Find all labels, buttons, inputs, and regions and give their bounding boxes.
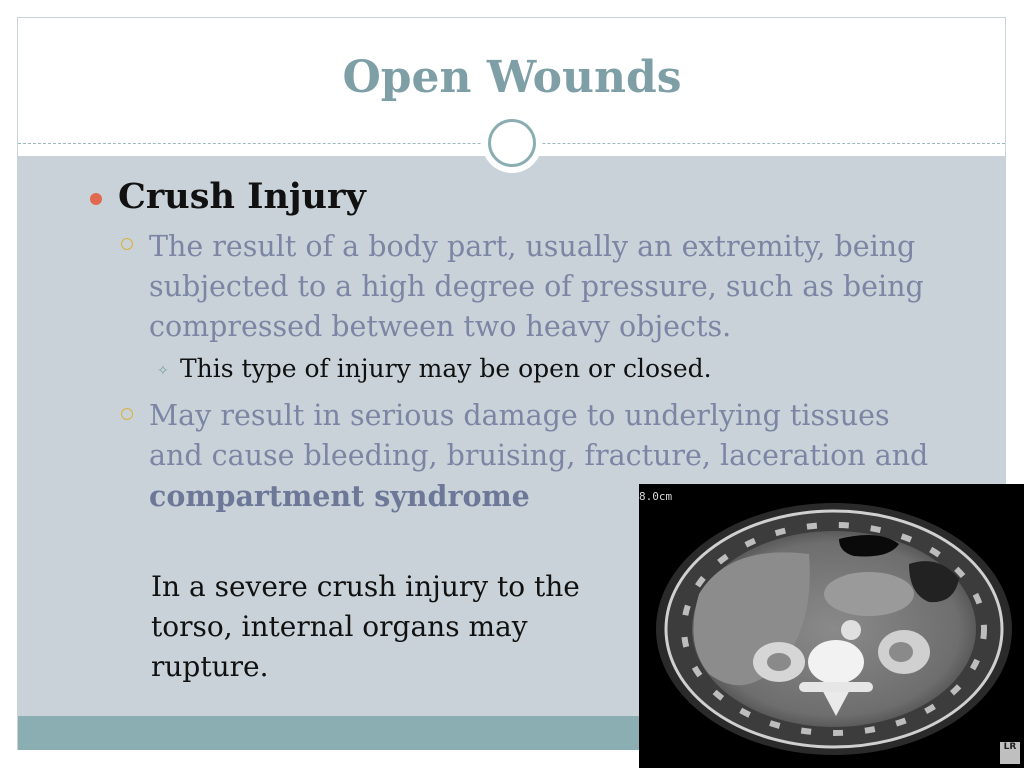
sub-bullet-definition: The result of a body part, usually an extremity, being subjected to a high degree of pressure, such as being compressed between two heavy objects. (149, 230, 924, 343)
bullet-crush-injury: Crush Injury (118, 176, 366, 217)
callout-text: In a severe crush injury to the torso, internal organs may rupture. (151, 570, 580, 683)
ct-scan-illustration (639, 484, 1024, 768)
sub-bullet-icon (121, 238, 133, 250)
circle-ornament (482, 113, 542, 173)
circle-ring (488, 119, 536, 167)
slide-title: Open Wounds (342, 52, 682, 103)
sub-bullet-icon (121, 408, 133, 420)
damage-text: May result in serious damage to underlying tissues and cause bleeding, bruising, fracture, laceration and (149, 399, 929, 472)
compartment-syndrome-text: compartment syndrome (149, 479, 530, 513)
sub-sub-bullet-open-closed: This type of injury may be open or closed. (180, 354, 712, 383)
ct-scan-image (639, 484, 1024, 768)
ct-scale-label: 8.0cm (639, 490, 673, 503)
sub-sub-bullet-icon: ✧ (157, 363, 169, 379)
bullet-icon (90, 193, 102, 205)
radiology-logo: LR (1000, 742, 1020, 764)
